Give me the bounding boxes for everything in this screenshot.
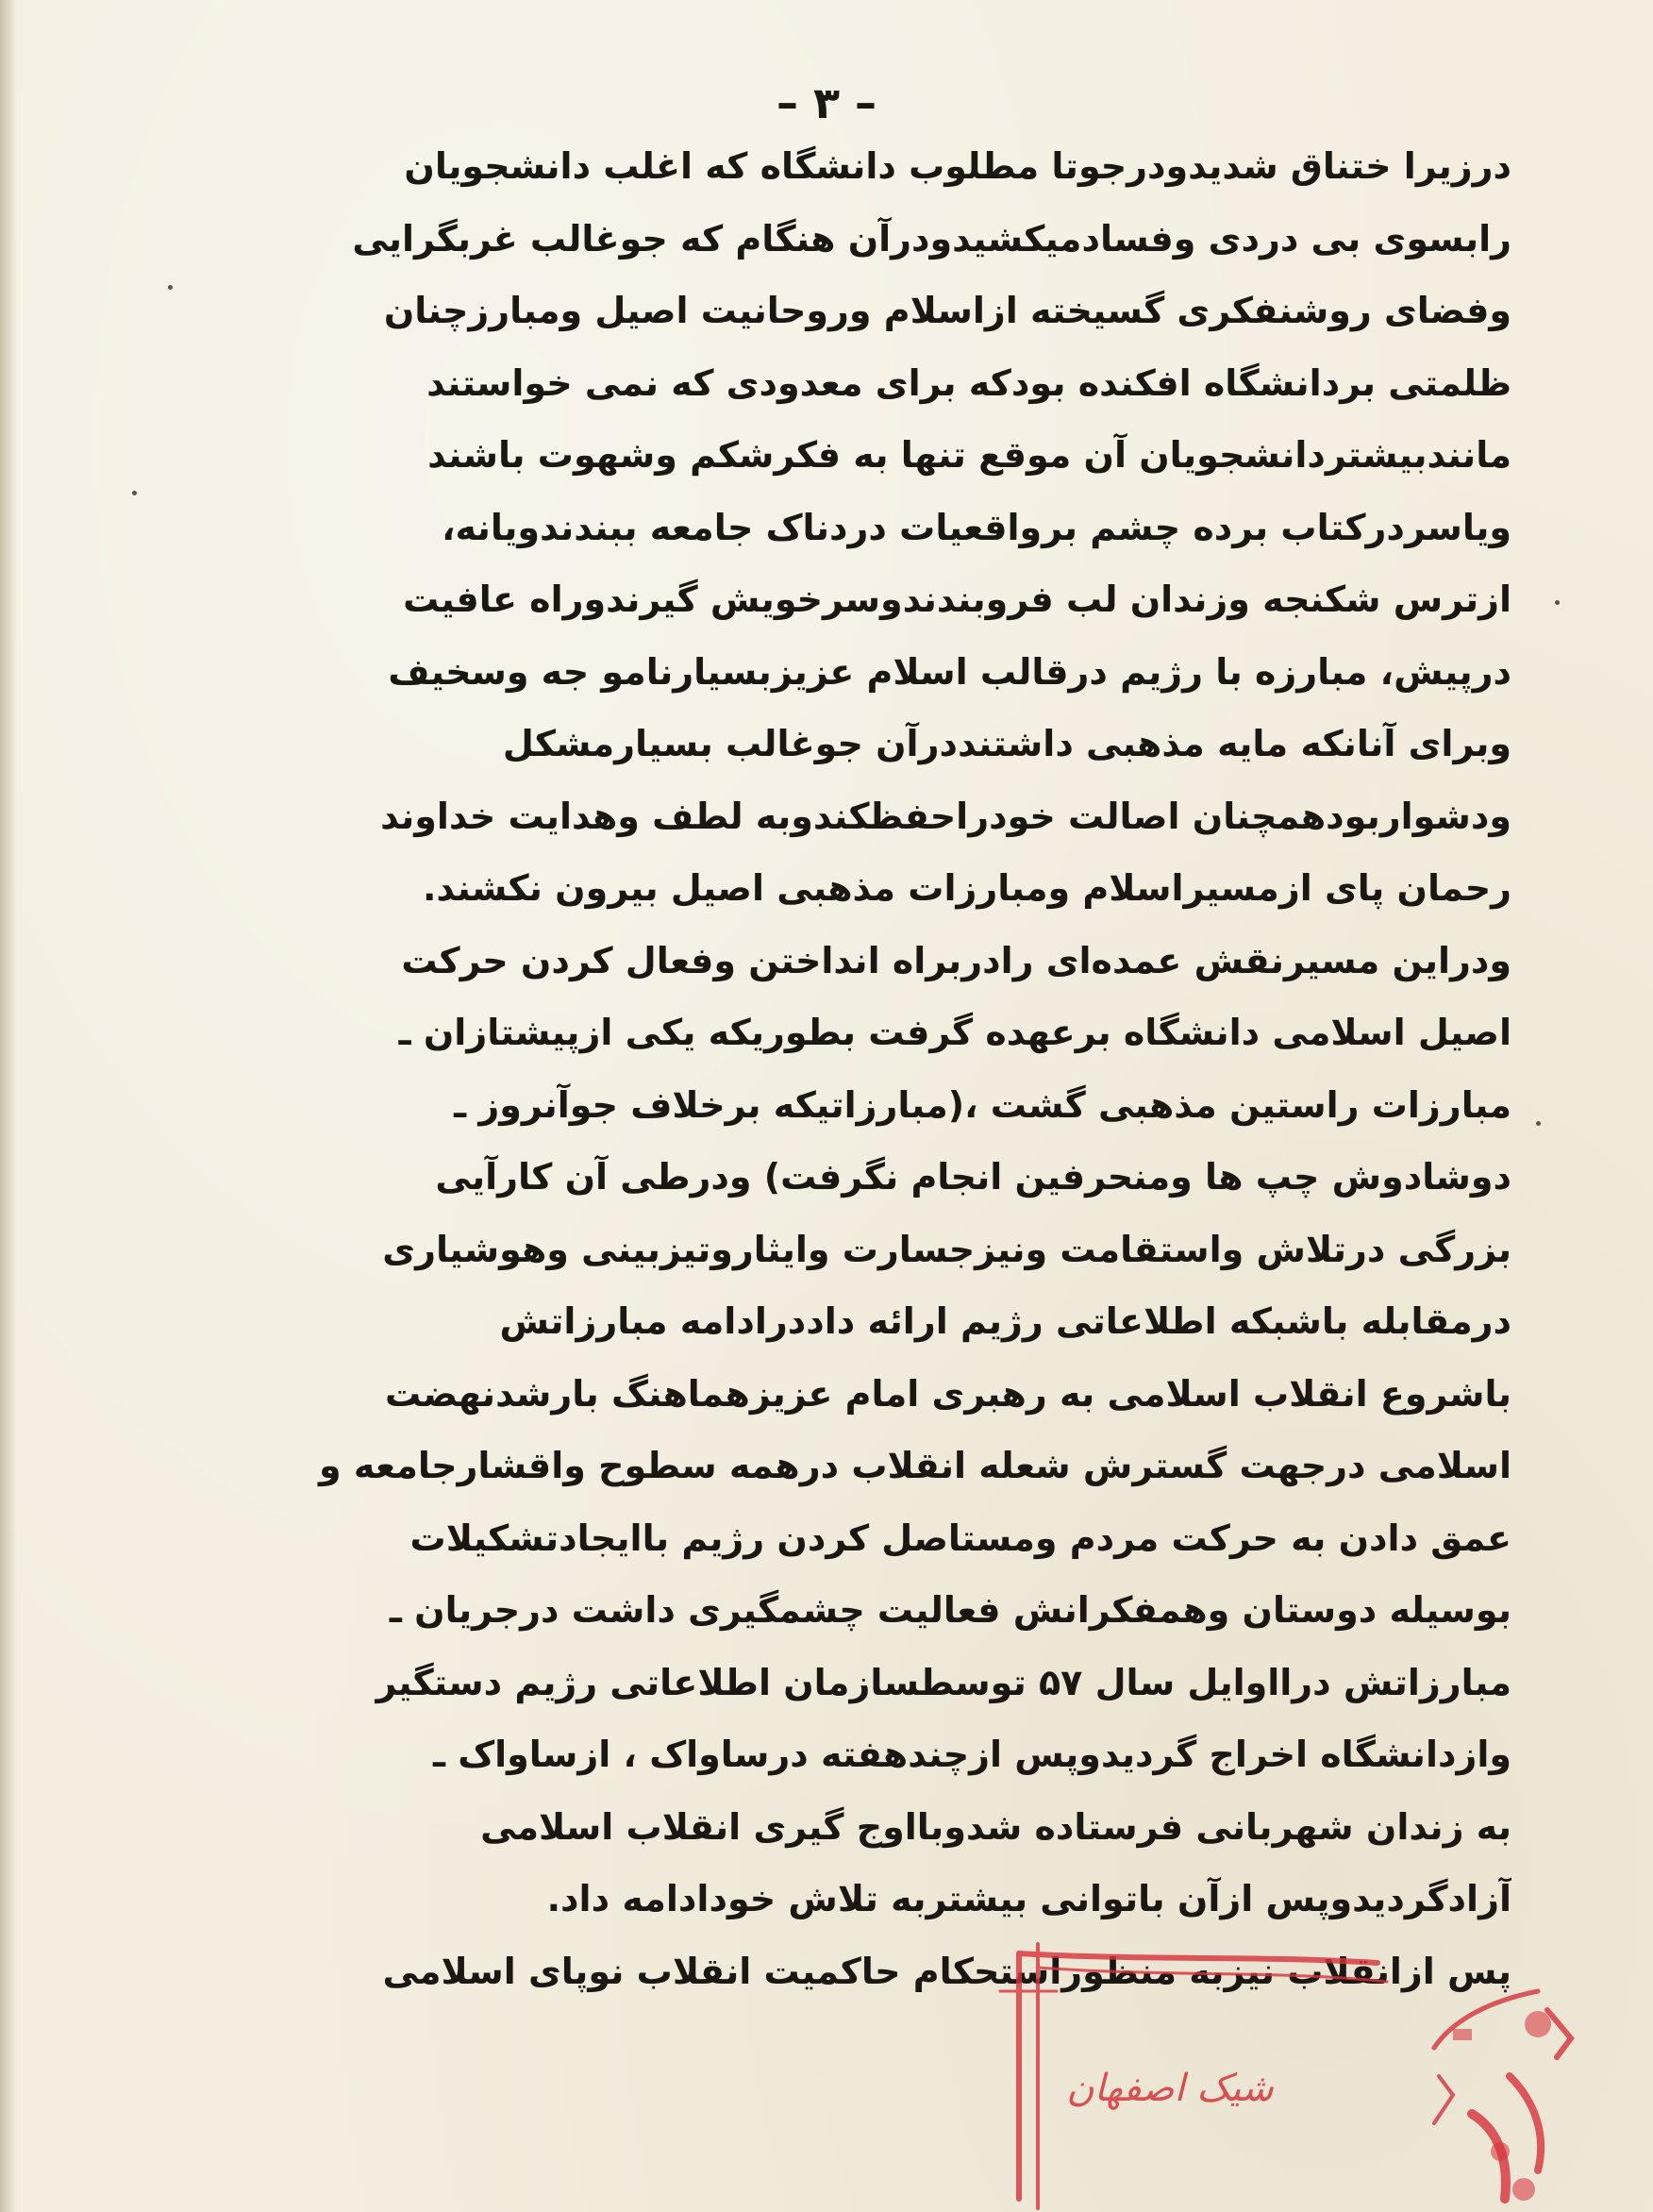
text-line: بزرگی درتلاش واستقامت ونیزجسارت وایثاروتیزبینی وهوشیاری (382, 1228, 1511, 1270)
text-line: عمق دادن به حرکت مردم ومستاصل کردن رژیم باایجادتشکیلات (409, 1517, 1511, 1559)
speck (132, 491, 137, 495)
text-line: درمقابله باشبکه اطلاعاتی رژیم ارائه داددرادامه مبارزاتش (499, 1300, 1511, 1342)
text-line: وفضای روشنفکری گسیخته ازاسلام وروحانیت اصیل ومبارزچنان (383, 290, 1511, 331)
page-number: – ٣ – (776, 77, 877, 128)
text-line: به زندان شهربانی فرستاده شدوبااوج گیری انقلاب اسلامی (480, 1805, 1511, 1848)
text-line: آزادگردیدوپس ازآن باتوانی بیشتربه تلاش خودادامه داد. (546, 1878, 1511, 1919)
text-line: مبارزات راستین مذهبی گشت ،(مبارزاتیکه برخلاف جوآنروز ـ (454, 1083, 1511, 1126)
text-line: ودشواربودهمچنان اصالت خودراحفظکندوبه لطف وهدایت خداوند (380, 795, 1511, 837)
text-line: وازدانشگاه اخراج گردیدوپس ازچندهفته درساواک ، ازساواک ـ (432, 1734, 1511, 1775)
page-edge-shadow (0, 0, 17, 2212)
text-line: درپیش، مبارزه با رژیم درقالب اسلام عزیزبسیارنامو جه وسخیف (388, 650, 1511, 693)
text-line: اصیل اسلامی دانشگاه برعهده گرفت بطوریکه یکی ازپیشتازان ـ (398, 1012, 1511, 1053)
speck (1555, 600, 1560, 605)
text-line: مبارزاتش درااوایل سال ۵۷ توسطسازمان اطلاعاتی رژیم دستگیر (376, 1661, 1511, 1703)
text-line: ویاسردرکتاب برده چشم برواقعیات دردناک جامعه ببندندویانه، (442, 506, 1511, 548)
text-line: دوشادوش چپ ها ومنحرفین انجام نگرفت) ودرطی آن کارآیی (435, 1156, 1511, 1198)
text-line: درزیرا ختناق شدیدودرجوتا مطلوب دانشگاه که اغلب دانشجویان (404, 145, 1511, 187)
stamp-text: شیک اصفهان (1066, 2067, 1274, 2110)
text-line: رحمان پای ازمسیراسلام ومبارزات مذهبی اصیل بیرون نکشند. (422, 867, 1511, 909)
text-line: ودراین مسیرنقش عمده‌ای رادربراه انداختن وفعال کردن حرکت (401, 939, 1511, 981)
text-line: بوسیله دوستان وهمفکرانش فعالیت چشمگیری داشت درجریان ـ (389, 1589, 1511, 1631)
text-line: اسلامی درجهت گسترش شعله انقلاب درهمه سطوح واقشارجامعه و (318, 1445, 1511, 1486)
text-line: مانندبیشتردانشجویان آن موقع تنها به فکرشکم وشهوت باشند (427, 434, 1511, 476)
text-line: وبرای آنانکه مایه مذهبی داشتنددرآن جوغالب بسیارمشکل (502, 723, 1511, 764)
text-line: رابسوی بی دردی وفسادمیکشیدودرآن هنگام که جوغالب غربگرایی (352, 217, 1511, 260)
speck (168, 285, 173, 290)
speck (1536, 1121, 1541, 1126)
body-text (134, 130, 1511, 2007)
text-line: پس ازانقلاب نیزبه منظوراستحکام حاکمیت انقلاب نوپای اسلامی (382, 1950, 1511, 1992)
text-line: ازترس شکنجه وزندان لب فروبندندوسرخویش گیرندوراه عافیت (403, 578, 1511, 620)
text-line: ظلمتی بردانشگاه افکنده بودکه برای معدودی که نمی خواستند (426, 361, 1511, 404)
text-line: باشروع انقلاب اسلامی به رهبری امام عزیزهماهنگ بارشدنهضت (385, 1372, 1511, 1415)
